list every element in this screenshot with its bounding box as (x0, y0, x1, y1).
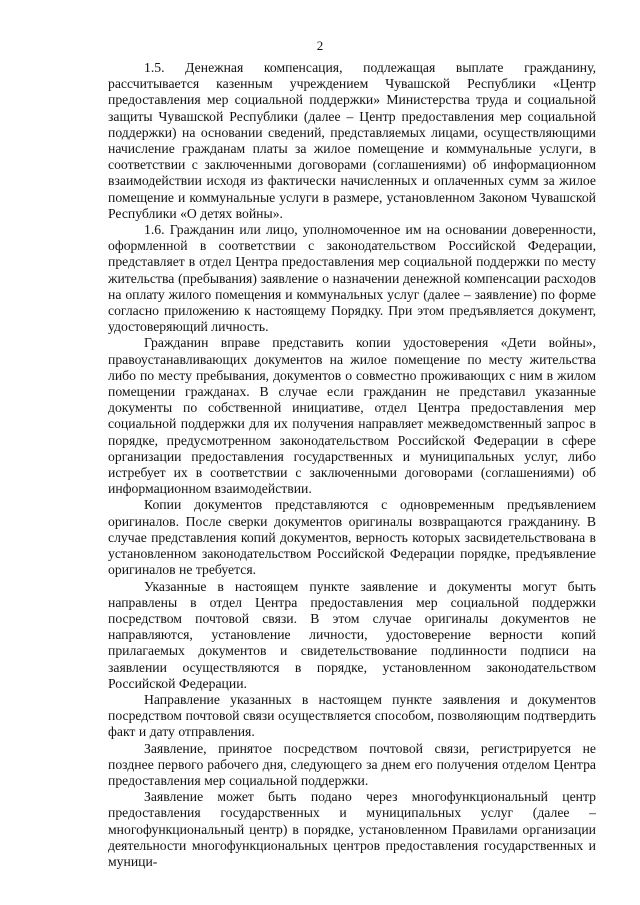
paragraph-postal-submission: Указанные в настоящем пункте заявление и документы могут быть направлены в отдел Центра предоставления мер социальной поддержки посредством почтовой связи. В этом случае оригиналы документов не направляются, установление личности, удостоверение верности копий прилагаемых документов и свидетельствование подлинности подписи на заявлении осуществляются в порядке, установленном законодательством Российской Федерации. (108, 578, 596, 691)
document-body (108, 60, 596, 870)
paragraph-1-6: 1.6. Гражданин или лицо, уполномоченное им на основании доверенности, оформленной в соответствии с законодательством Российской Федерации, представляет в отдел Центра предоставления мер социальной поддержки по месту жительства (пребывания) заявление о назначении денежной компенсации расходов на оплату жилого помещения и коммунальных услуг (далее – заявление) по форме согласно приложению к настоящему Порядку. При этом предъявляется документ, удостоверяющий личность. (108, 222, 596, 335)
paragraph-1-5: 1.5. Денежная компенсация, подлежащая выплате гражданину, рассчитывается казенным учреждением Чувашской Республики «Центр предоставления мер социальной поддержки» Министерства труда и социальной защиты Чувашской Республики (далее – Центр предоставления мер социальной поддержки) на основании сведений, представляемых лицами, осуществляющими начисление гражданам платы за жилое помещение и коммунальные услуги, в соответствии с заключенными договорами (соглашениями) об информационном взаимодействии исходя из фактически начисленных и оплаченных сумм за жилое помещение и коммунальные услуги в размере, установленном Законом Чувашской Республики «О детях войны». (108, 60, 596, 221)
paragraph-originals: Копии документов представляются с одновременным предъявлением оригиналов. После сверки документов оригиналы возвращаются гражданину. В случае представления копий документов, верность которых засвидетельствована в установленном законодательством Российской Федерации порядке, предъявление оригиналов не требуется. (108, 497, 596, 578)
paragraph-mfc: Заявление может быть подано через многофункциональный центр предоставления государственных и муниципальных услуг (далее – многофункциональный центр) в порядке, установленном Правилами организации деятельности многофункциональных центров предоставления государственных и муници- (108, 789, 596, 869)
paragraph-postal-method: Направление указанных в настоящем пункте заявления и документов посредством почтовой связи осуществляется способом, позволяющим подтвердить факт и дату отправления. (108, 691, 596, 740)
paragraph-copies-right: Гражданин вправе представить копии удостоверения «Дети войны», правоустанавливающих документов на жилое помещение по месту жительства либо по месту пребывания, документов о совместно проживающих с ним в жилом помещении гражданах. В случае если гражданин не представил указанные документы по собственной инициативе, отдел Центра предоставления мер социальной поддержки для их получения направляет межведомственный запрос в порядке, предусмотренном законодательством Российской Федерации в сфере организации предоставления государственных и муниципальных услуг, либо истребует их в соответствии с заключенными договорами (соглашениями) об информационном взаимодействии. (108, 335, 596, 497)
paragraph-registration: Заявление, принятое посредством почтовой связи, регистрируется не позднее первого рабочего дня, следующего за днем его получения отделом Центра предоставления мер социальной поддержки. (108, 740, 596, 788)
page-number: 2 (316, 38, 324, 53)
